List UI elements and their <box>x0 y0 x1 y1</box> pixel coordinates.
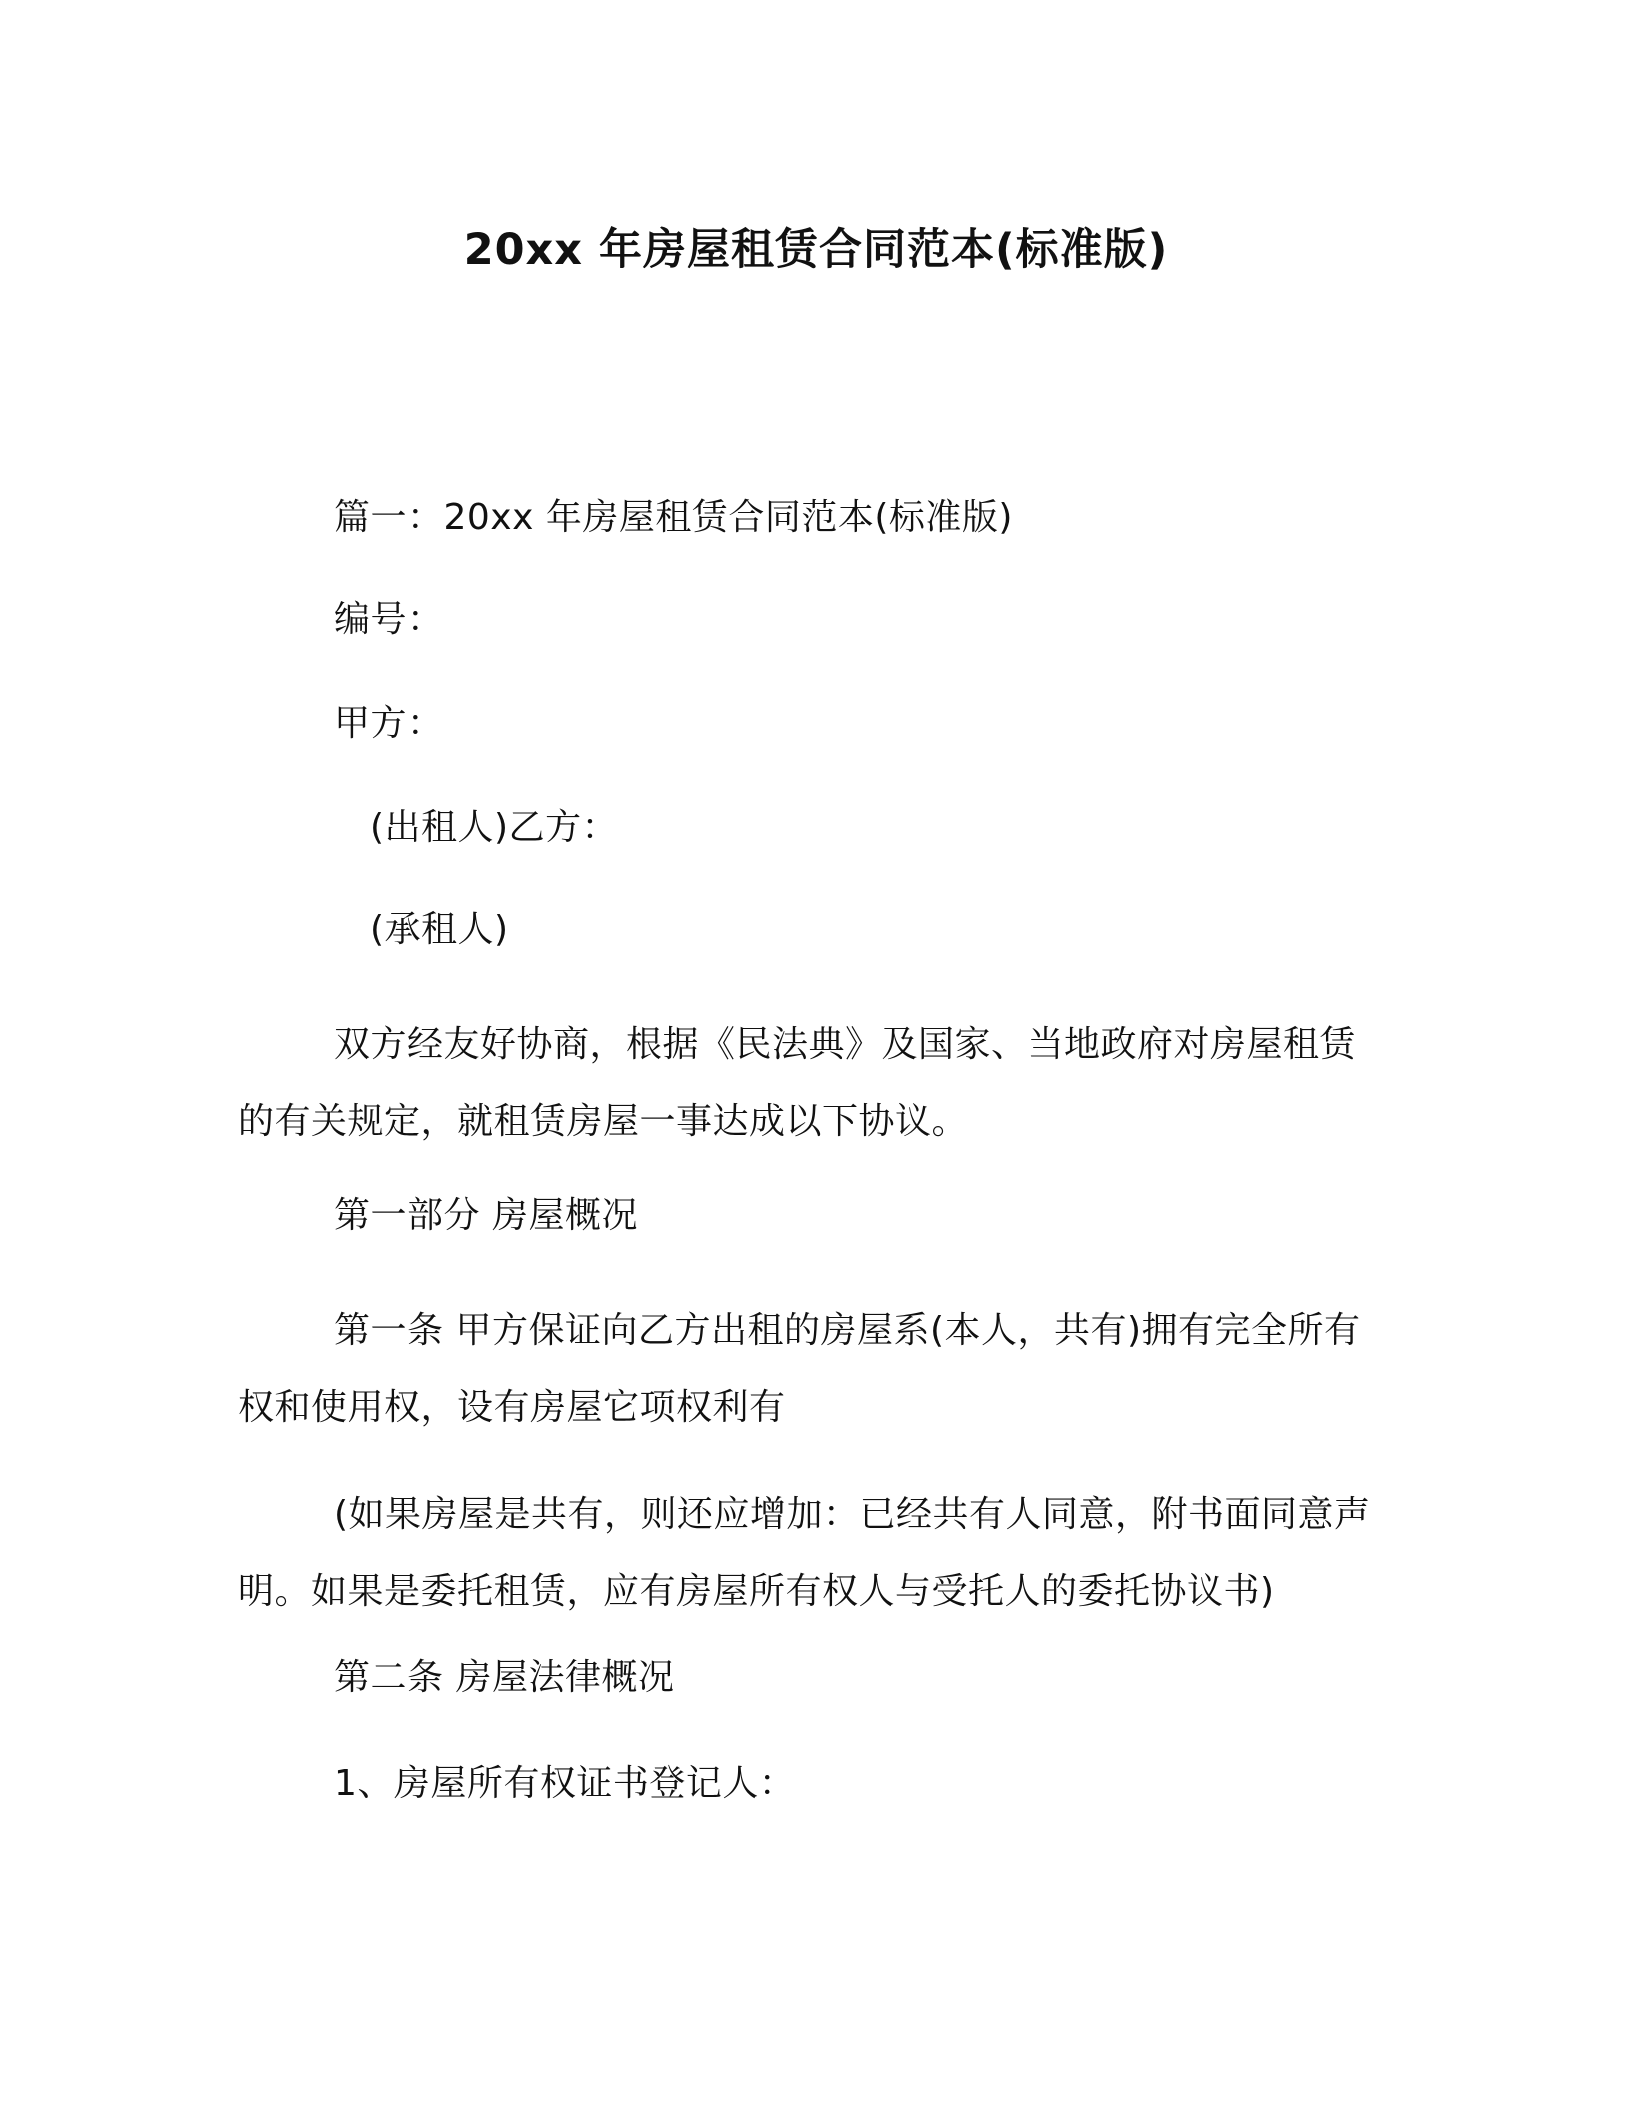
section-heading: 篇一：20xx 年房屋租赁合同范本(标准版) <box>334 497 1013 538</box>
lessee-label: (承租人) <box>370 909 509 950</box>
article-two-heading: 第二条 房屋法律概况 <box>334 1657 675 1698</box>
item-one: 1、房屋所有权证书登记人： <box>334 1763 796 1804</box>
document-title: 20xx 年房屋租赁合同范本(标准版) <box>463 225 1169 275</box>
part-one-heading: 第一部分 房屋概况 <box>334 1195 638 1236</box>
article-one-note: (如果房屋是共有，则还应增加：已经共有人同意，附书面同意声明。如果是委托租赁，应有房屋所有权人与受托人的委托协议书) <box>238 1494 1371 1612</box>
article-one: 第一条 甲方保证向乙方出租的房屋系(本人，共有)拥有完全所有权和使用权，设有房屋它项权利有 <box>238 1310 1361 1428</box>
lessor-party-b-label: (出租人)乙方： <box>370 807 619 848</box>
party-a-label: 甲方： <box>334 703 444 744</box>
number-label: 编号： <box>334 599 444 640</box>
intro-paragraph: 双方经友好协商，根据《民法典》及国家、当地政府对房屋租赁的有关规定，就租赁房屋一事达成以下协议。 <box>238 1024 1357 1142</box>
